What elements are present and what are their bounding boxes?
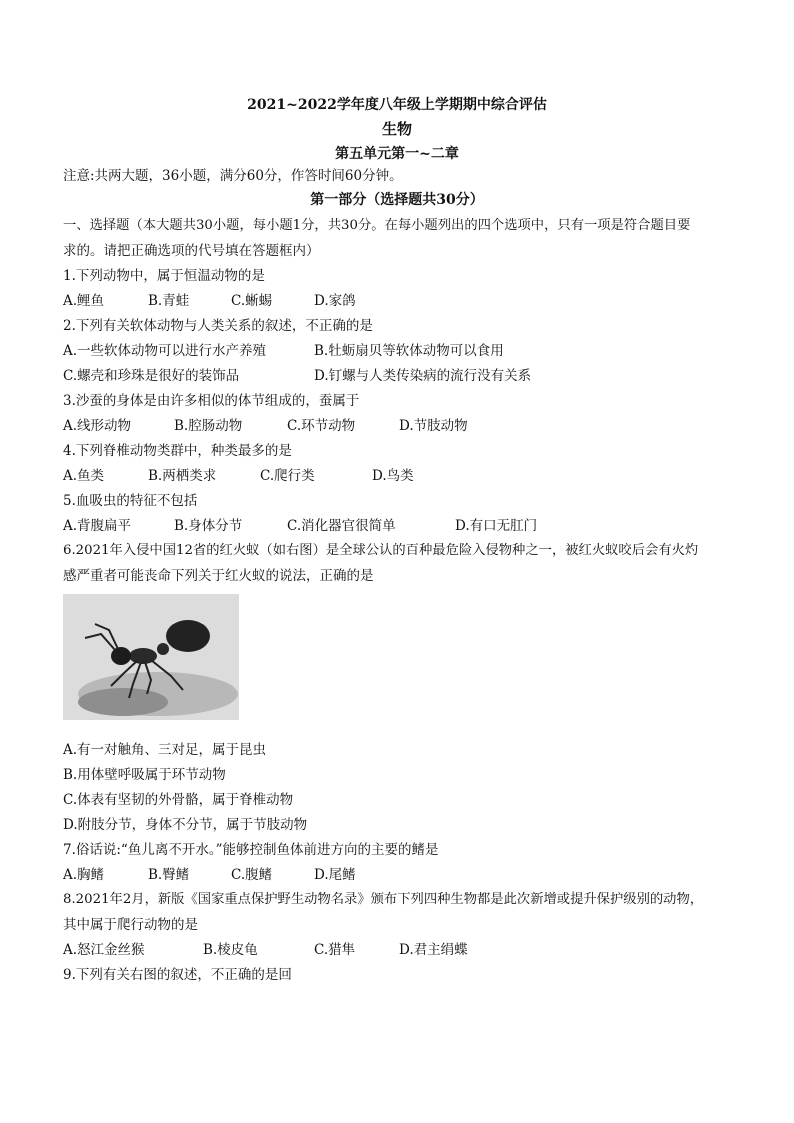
option-a[interactable]: A.一些软体动物可以进行水产养殖 bbox=[63, 343, 267, 359]
question-stem: 5.血吸虫的特征不包括 bbox=[63, 493, 198, 509]
option-c[interactable]: C.消化器官很简单 bbox=[287, 518, 396, 534]
option-c[interactable]: C.爬行类 bbox=[260, 468, 315, 484]
option-d[interactable]: D.君主绢蝶 bbox=[399, 942, 468, 958]
option-d[interactable]: D.钉螺与人类传染病的流行没有关系 bbox=[314, 368, 532, 384]
question-stem: 6.2021年入侵中国12省的红火蚁（如右图）是全球公认的百种最危险入侵物种之一，被红火蚁咬后会有火灼 bbox=[63, 543, 699, 558]
option-b[interactable]: B.青蛙 bbox=[148, 293, 190, 309]
unit-title: 第五单元第一~二章 bbox=[335, 146, 459, 162]
option-b[interactable]: B.两栖类求 bbox=[148, 468, 217, 484]
option-b[interactable]: B.身体分节 bbox=[174, 518, 243, 534]
option-b[interactable]: B.臀鳍 bbox=[148, 867, 190, 883]
option-b[interactable]: B.牡蛎扇贝等软体动物可以食用 bbox=[314, 343, 504, 359]
section-intro-line1: 一、选择题（本大题共30小题，每小题1分，共30分。在每小题列出的四个选项中，只有一项是符合题目要 bbox=[63, 218, 691, 233]
option-a[interactable]: A.线形动物 bbox=[63, 418, 132, 434]
question-stem-continued: 其中属于爬行动物的是 bbox=[63, 917, 198, 933]
exam-notice: 注意:共两大题，36小题，满分60分，作答时间60分钟。 bbox=[63, 168, 403, 184]
option-a[interactable]: A.有一对触角、三对足，属于昆虫 bbox=[63, 742, 267, 758]
option-a[interactable]: A.胸鳍 bbox=[63, 867, 105, 883]
option-d[interactable]: D.尾鳍 bbox=[314, 867, 356, 883]
question-stem: 1.下列动物中，属于恒温动物的是 bbox=[63, 268, 265, 284]
option-d[interactable]: D.鸟类 bbox=[372, 468, 414, 484]
option-a[interactable]: A.怒江金丝猴 bbox=[63, 942, 145, 958]
option-d[interactable]: D.有口无肛门 bbox=[455, 518, 538, 534]
question-stem: 3.沙蚕的身体是由许多相似的体节组成的，蚕属于 bbox=[63, 393, 360, 409]
fire-ant-photo bbox=[63, 594, 239, 720]
option-a[interactable]: A.鲤鱼 bbox=[63, 293, 105, 309]
option-b[interactable]: B.腔肠动物 bbox=[174, 418, 243, 434]
section-intro-line2: 求的。请把正确选项的代号填在答题框内） bbox=[63, 243, 320, 259]
subject-title: 生物 bbox=[381, 120, 412, 138]
option-b[interactable]: B.用体壁呼吸属于环节动物 bbox=[63, 767, 226, 783]
option-c[interactable]: C.猎隼 bbox=[314, 942, 356, 958]
question-stem: 7.俗话说:“鱼儿离不开水。”能够控制鱼体前进方向的主要的鳍是 bbox=[63, 842, 439, 858]
option-b[interactable]: B.棱皮龟 bbox=[203, 942, 258, 958]
question-stem: 8.2021年2月，新版《国家重点保护野生动物名录》颁布下列四种生物都是此次新增或提升保护级别的动物， bbox=[63, 892, 704, 907]
option-d[interactable]: D.附肢分节，身体不分节，属于节肢动物 bbox=[63, 817, 308, 833]
option-d[interactable]: D.节肢动物 bbox=[399, 418, 468, 434]
option-c[interactable]: C.腹鳍 bbox=[231, 867, 273, 883]
option-d[interactable]: D.家鸽 bbox=[314, 293, 356, 309]
question-stem-continued: 感严重者可能丧命下列关于红火蚁的说法，正确的是 bbox=[63, 568, 374, 584]
option-c[interactable]: C.体表有坚韧的外骨骼，属于脊椎动物 bbox=[63, 792, 294, 808]
question-stem: 9.下列有关右图的叙述，不正确的是回 bbox=[63, 967, 292, 983]
fire-ant-icon bbox=[63, 594, 239, 720]
part-title: 第一部分（选择题共30分） bbox=[310, 192, 484, 208]
option-a[interactable]: A.背腹扁平 bbox=[63, 518, 132, 534]
option-c[interactable]: C.环节动物 bbox=[287, 418, 356, 434]
option-a[interactable]: A.鱼类 bbox=[63, 468, 105, 484]
exam-title: 2021~2022学年度八年级上学期期中综合评估 bbox=[247, 97, 547, 113]
option-c[interactable]: C.螺壳和珍珠是很好的装饰品 bbox=[63, 368, 240, 384]
question-stem: 2.下列有关软体动物与人类关系的叙述，不正确的是 bbox=[63, 318, 373, 334]
option-c[interactable]: C.蜥蜴 bbox=[231, 293, 273, 309]
question-stem: 4.下列脊椎动物类群中，种类最多的是 bbox=[63, 443, 292, 459]
